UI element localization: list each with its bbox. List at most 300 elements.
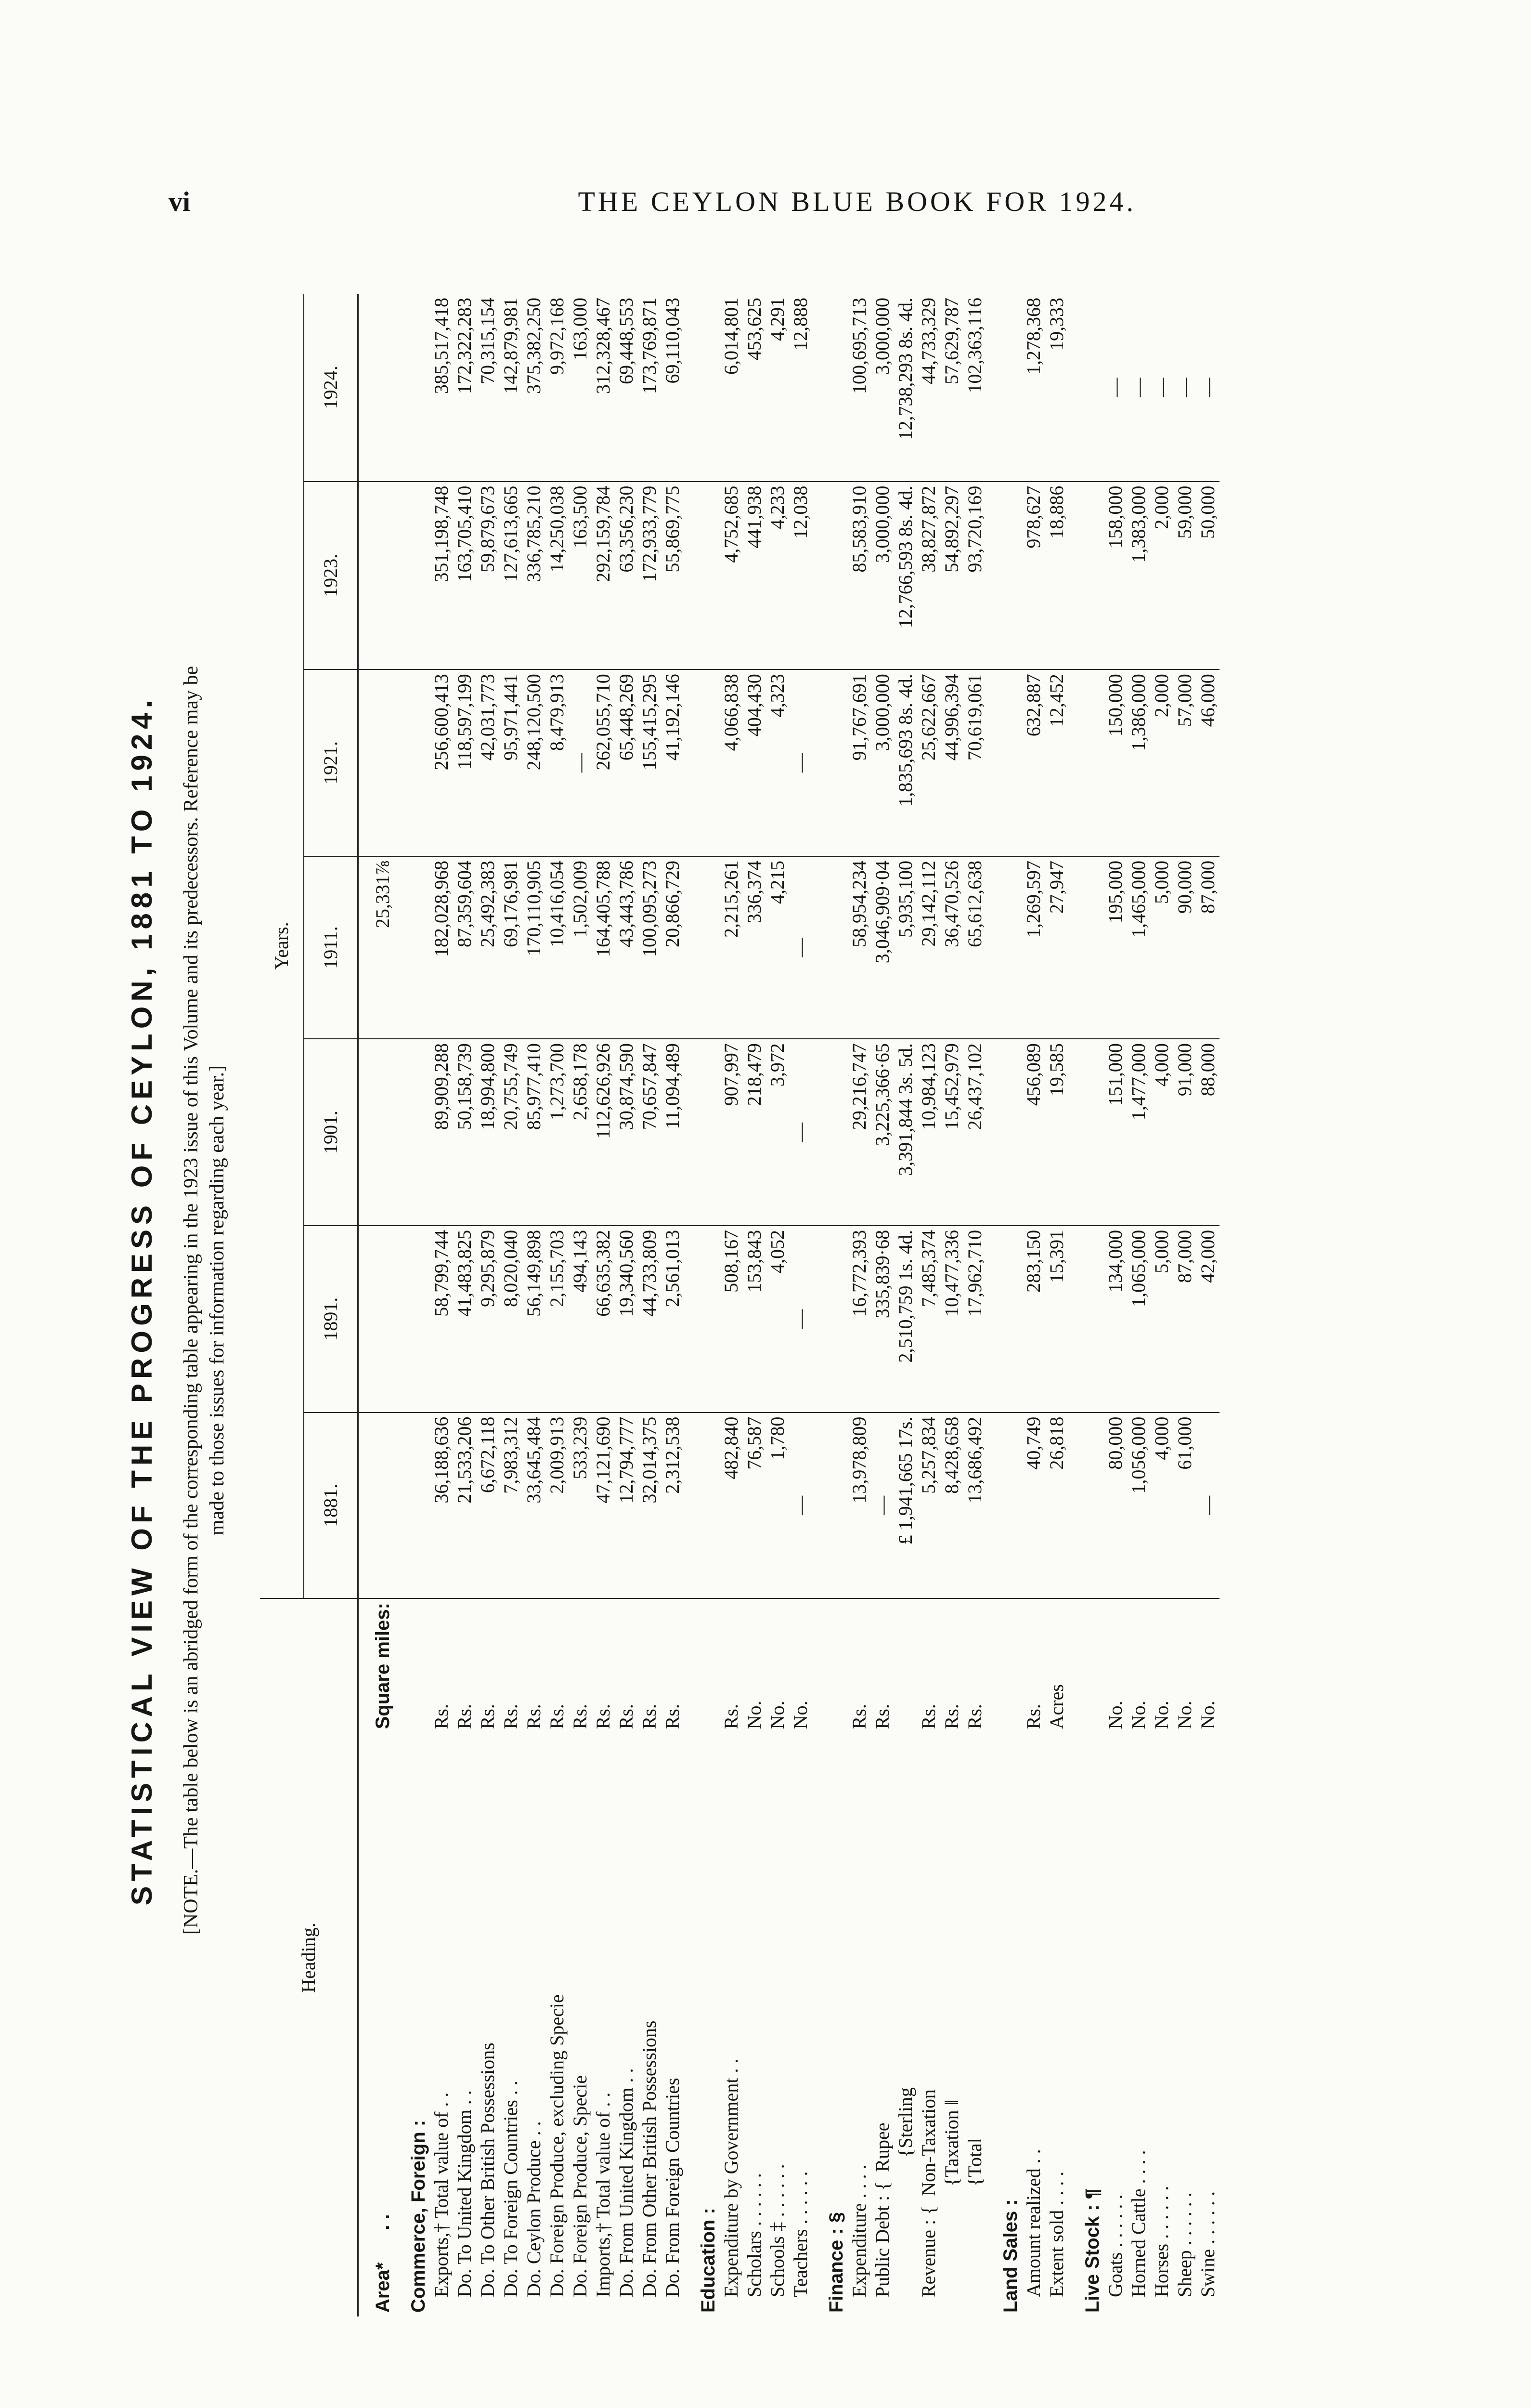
- section-unit-empty: [684, 1598, 720, 1733]
- row-label: [1127, 1733, 1150, 2316]
- row-value: 3,000,000: [871, 669, 894, 856]
- row-label: [615, 1733, 638, 2316]
- row-unit: Rs.: [1023, 1704, 1044, 1729]
- table-row: [940, 294, 963, 2316]
- row-brace-label: Taxation ‖: [941, 2100, 962, 2177]
- row-label: [430, 1733, 453, 2316]
- row-value: 4,752,685: [720, 482, 743, 670]
- row-value: 12,452: [1045, 669, 1068, 856]
- table-row: [522, 294, 545, 2316]
- row-label: [453, 1733, 476, 2316]
- table-row: [638, 294, 661, 2316]
- section-empty-cell: [684, 482, 720, 670]
- row-value: 18,994,800: [476, 1039, 499, 1226]
- row-value: 9,972,168: [545, 294, 569, 482]
- row-value: —: [789, 1039, 812, 1226]
- row-value: 26,818: [1045, 1413, 1068, 1598]
- row-value: 18,886: [1045, 482, 1068, 670]
- section-empty-cell: [1068, 482, 1104, 670]
- row-value: 335,839·68: [871, 1226, 894, 1413]
- row-value: 482,840: [720, 1413, 743, 1598]
- row-unit: Rs.: [941, 1704, 962, 1729]
- row-value: 142,879,981: [499, 294, 522, 482]
- table-row: [592, 294, 615, 2316]
- row-value: —: [1127, 294, 1150, 482]
- row-value: —: [1173, 294, 1196, 482]
- row-value: —: [871, 1413, 894, 1598]
- row-value: 95,971,441: [499, 669, 522, 856]
- section-title: Live Stock : ¶: [1082, 2188, 1103, 2313]
- row-label: [522, 1733, 545, 2316]
- row-value: 163,500: [569, 482, 592, 670]
- table-row: [1045, 294, 1068, 2316]
- row-value: 3,000,000: [871, 482, 894, 670]
- row-value: £ 1,941,665 17s.: [894, 1413, 917, 1598]
- section-empty-cell: [1068, 294, 1104, 482]
- row-value: 87,000: [1196, 856, 1220, 1039]
- row-value: 151,000: [1104, 1039, 1127, 1226]
- row-value: 93,720,169: [963, 482, 986, 670]
- row-label-dots: . .: [615, 2068, 637, 2083]
- row-label-text: Do. To Foreign Countries: [500, 2100, 521, 2297]
- row-value: —: [1196, 294, 1220, 482]
- row-value: 19,333: [1045, 294, 1068, 482]
- section-title: Education :: [698, 2208, 719, 2313]
- row-label: [963, 1733, 986, 2316]
- row-value: 533,239: [569, 1413, 592, 1598]
- row-value: 163,000: [569, 294, 592, 482]
- row-value: 69,448,553: [615, 294, 638, 482]
- row-value: 20,866,729: [661, 856, 684, 1039]
- year-header-1: 1891.: [304, 1226, 358, 1413]
- rotated-table-block: [125, 265, 1290, 2336]
- section-empty-cell: [684, 669, 720, 856]
- row-label-text: Do. From Foreign Countries: [662, 2078, 683, 2297]
- section-empty-cell: [394, 1039, 430, 1226]
- row-label-dots: . .: [500, 2081, 521, 2095]
- row-unit: No.: [1151, 1701, 1172, 1729]
- row-value: 7,983,312: [499, 1413, 522, 1598]
- row-value: 262,055,710: [592, 669, 615, 856]
- row-value: 85,977,410: [522, 1039, 545, 1226]
- row-value: 4,000: [1150, 1413, 1173, 1598]
- row-value: 1,383,000: [1127, 482, 1150, 670]
- row-value: 15,391: [1045, 1226, 1068, 1413]
- row-value: 2,215,261: [720, 856, 743, 1039]
- row-value: 17,962,710: [963, 1226, 986, 1413]
- section-title: Commerce, Foreign :: [408, 2120, 429, 2313]
- row-label-text: Do. From Other British Possessions: [638, 2020, 660, 2297]
- row-value: 1,386,000: [1127, 669, 1150, 856]
- row-value: 4,323: [766, 669, 789, 856]
- table-row: [917, 294, 940, 2316]
- row-value: 218,479: [743, 1039, 766, 1226]
- row-value: 494,143: [569, 1226, 592, 1413]
- row-value: 43,443,786: [615, 856, 638, 1039]
- row-label-text: Do. Ceylon Produce: [523, 2140, 545, 2297]
- row-unit: No.: [1174, 1701, 1195, 1729]
- row-value: 453,625: [743, 294, 766, 482]
- section-unit-empty: [1068, 1598, 1104, 1733]
- row-label-text: Schools ‡: [766, 2222, 788, 2297]
- row-value: 8,479,913: [545, 669, 569, 856]
- table-row: [545, 294, 569, 2316]
- row-label: [1045, 1733, 1068, 2316]
- section-empty-cell: [812, 1226, 848, 1413]
- row-value: 66,635,382: [592, 1226, 615, 1413]
- row-label-text: Imports,† Total value of: [592, 2111, 614, 2297]
- row-value: 1,065,000: [1127, 1226, 1150, 1413]
- row-value: 89,909,288: [430, 1039, 453, 1226]
- row-label-text: Sheep: [1174, 2250, 1195, 2297]
- section-empty-cell: [394, 482, 430, 670]
- row-value: 3,391,844 3s. 5d.: [894, 1039, 917, 1226]
- table-row: [569, 294, 592, 2316]
- row-label-dots: . .: [720, 2058, 742, 2073]
- row-value: 7,485,374: [917, 1226, 940, 1413]
- row-value: 118,597,199: [453, 669, 476, 856]
- row-value: 38,827,872: [917, 482, 940, 670]
- table-row: [894, 294, 917, 2316]
- section-title: Land Sales :: [1000, 2199, 1021, 2313]
- row-value: 3,000,000: [871, 294, 894, 482]
- section-empty-cell: [812, 1413, 848, 1598]
- row-label: [1196, 1733, 1220, 2316]
- page-number: vi: [169, 186, 191, 217]
- row-value: 4,066,838: [720, 669, 743, 856]
- section-empty-cell: [394, 1226, 430, 1413]
- table-row: [848, 294, 871, 2316]
- row-value: 2,155,703: [545, 1226, 569, 1413]
- row-value: 70,657,847: [638, 1039, 661, 1226]
- row-unit: Rs.: [430, 1704, 452, 1729]
- row-value: 33,645,484: [522, 1413, 545, 1598]
- row-label: [661, 1733, 684, 2316]
- row-label-dots: . .: [454, 2090, 475, 2105]
- section-empty-cell: [812, 856, 848, 1039]
- row-unit: Rs.: [964, 1704, 986, 1729]
- section-empty-cell: [986, 482, 1022, 670]
- table-row: [430, 294, 453, 2316]
- row-value: 27,947: [1045, 856, 1068, 1039]
- row-value: 58,954,234: [848, 856, 871, 1039]
- row-value: 4,215: [766, 856, 789, 1039]
- row-value: 2,009,913: [545, 1413, 569, 1598]
- row-unit: No.: [1128, 1701, 1149, 1729]
- row-label-dots: . . . . . .: [743, 2173, 765, 2226]
- row-value: 26,437,102: [963, 1039, 986, 1226]
- table-row: [1127, 294, 1150, 2316]
- row-value: 283,150: [1022, 1226, 1045, 1413]
- row-value: —: [1104, 294, 1127, 482]
- row-label-dots: . .: [430, 2092, 452, 2107]
- row-unit: Rs.: [871, 1704, 893, 1729]
- row-value: 32,014,375: [638, 1413, 661, 1598]
- section-empty-cell: [394, 669, 430, 856]
- section-empty-cell: [812, 1039, 848, 1226]
- table-row: [476, 294, 499, 2316]
- row-value: 112,626,926: [592, 1039, 615, 1226]
- row-label-text: Exports,† Total value of: [430, 2111, 452, 2297]
- area-1924: [358, 294, 395, 482]
- row-value: 164,405,788: [592, 856, 615, 1039]
- years-header-row: [260, 294, 304, 2316]
- row-value: 29,142,112: [917, 856, 940, 1039]
- table-row: [720, 294, 743, 2316]
- row-value: 5,000: [1150, 1226, 1173, 1413]
- row-value: 54,892,297: [940, 482, 963, 670]
- row-label-text: Revenue :: [918, 2219, 939, 2297]
- row-value: 30,874,590: [615, 1039, 638, 1226]
- table-row: [1022, 294, 1045, 2316]
- row-unit: No.: [1197, 1701, 1219, 1729]
- row-value: 25,492,383: [476, 856, 499, 1039]
- row-value: 19,585: [1045, 1039, 1068, 1226]
- row-unit: No.: [790, 1701, 811, 1729]
- row-label: [789, 1733, 812, 2316]
- row-label-text: Horses: [1151, 2243, 1172, 2297]
- row-value: 404,430: [743, 669, 766, 856]
- row-label-text: Do. To Other British Possessions: [477, 2042, 498, 2297]
- row-label: [1022, 1733, 1045, 2316]
- area-row: [358, 294, 395, 2316]
- row-value: 1,465,000: [1127, 856, 1150, 1039]
- row-label: [720, 1733, 743, 2316]
- section-title-row: [684, 294, 720, 2316]
- row-label: [545, 1733, 569, 2316]
- year-header-4: 1921.: [304, 669, 358, 856]
- row-value: 336,785,210: [522, 482, 545, 670]
- row-value: 1,056,000: [1127, 1413, 1150, 1598]
- row-label-dots: . . . . . .: [790, 2171, 811, 2225]
- section-title-row: [1068, 294, 1104, 2316]
- row-brace-label: Sterling: [895, 2087, 916, 2148]
- row-unit: No.: [766, 1701, 788, 1729]
- row-label-dots: . . . . . .: [1104, 2194, 1126, 2248]
- row-value: 8,020,040: [499, 1226, 522, 1413]
- row-value: 10,477,336: [940, 1226, 963, 1413]
- row-value: 1,273,700: [545, 1039, 569, 1226]
- row-value: 69,110,043: [661, 294, 684, 482]
- row-value: 12,738,293 8s. 4d.: [894, 294, 917, 482]
- row-value: 12,888: [789, 294, 812, 482]
- row-value: 100,095,273: [638, 856, 661, 1039]
- table-row: [963, 294, 986, 2316]
- row-label-dots: . . . . . .: [1151, 2186, 1172, 2239]
- row-value: 155,415,295: [638, 669, 661, 856]
- row-brace-label: Non-Taxation: [918, 2089, 939, 2196]
- row-brace-label: Rupee: [871, 2122, 893, 2172]
- row-value: 170,110,905: [522, 856, 545, 1039]
- note-line-2: made to those issues for information regarding each year.]: [206, 1065, 228, 1536]
- row-value: 385,517,418: [430, 294, 453, 482]
- row-value: 85,583,910: [848, 482, 871, 670]
- row-label-text: Expenditure: [848, 2203, 870, 2297]
- row-label: [569, 1733, 592, 2316]
- row-label: [592, 1733, 615, 2316]
- row-value: 508,167: [720, 1226, 743, 1413]
- section-empty-cell: [684, 1413, 720, 1598]
- section-empty-cell: [684, 1226, 720, 1413]
- table-row: [661, 294, 684, 2316]
- row-label-dots: . . . . . .: [1197, 2191, 1219, 2244]
- row-brace-label: Total: [964, 2138, 986, 2177]
- row-value: 41,192,146: [661, 669, 684, 856]
- row-value: 12,766,593 8s. 4d.: [894, 482, 917, 670]
- section-empty-cell: [394, 294, 430, 482]
- row-unit: Acres: [1046, 1684, 1067, 1729]
- row-value: —: [569, 669, 592, 856]
- row-value: 12,794,777: [615, 1413, 638, 1598]
- row-value: 248,120,500: [522, 669, 545, 856]
- row-unit: Rs.: [500, 1704, 521, 1729]
- row-value: 2,561,013: [661, 1226, 684, 1413]
- area-1881: [358, 1413, 395, 1598]
- row-value: 69,176,981: [499, 856, 522, 1039]
- row-value: 441,938: [743, 482, 766, 670]
- row-label: [743, 1733, 766, 2316]
- row-value: —: [789, 669, 812, 856]
- row-label: [1104, 1733, 1127, 2316]
- section-empty-cell: [684, 294, 720, 482]
- row-value: 2,000: [1150, 482, 1173, 670]
- row-label-dots: . .: [592, 2092, 614, 2107]
- row-value: 336,374: [743, 856, 766, 1039]
- row-value: 47,121,690: [592, 1413, 615, 1598]
- row-label-text: Do. Foreign Produce, excluding Specie: [546, 1994, 568, 2297]
- year-header-6: 1924.: [304, 294, 358, 482]
- row-value: 65,612,638: [963, 856, 986, 1039]
- table-row: [499, 294, 522, 2316]
- row-unit: Rs.: [918, 1704, 939, 1729]
- row-unit: Rs.: [720, 1704, 742, 1729]
- row-value: 172,322,283: [453, 294, 476, 482]
- section-empty-cell: [986, 856, 1022, 1039]
- row-value: 15,452,979: [940, 1039, 963, 1226]
- row-unit: Rs.: [523, 1704, 545, 1729]
- row-unit: Rs.: [848, 1704, 870, 1729]
- row-unit: No.: [743, 1701, 765, 1729]
- row-value: 173,769,871: [638, 294, 661, 482]
- row-value: 87,359,604: [453, 856, 476, 1039]
- year-header-5: 1923.: [304, 482, 358, 670]
- section-unit-empty: [394, 1598, 430, 1733]
- row-unit: Rs.: [477, 1704, 498, 1729]
- row-value: 44,733,329: [917, 294, 940, 482]
- row-value: 456,089: [1022, 1039, 1045, 1226]
- row-value: 153,843: [743, 1226, 766, 1413]
- section-empty-cell: [986, 1226, 1022, 1413]
- row-value: 5,000: [1150, 856, 1173, 1039]
- section-empty-cell: [986, 669, 1022, 856]
- row-value: 87,000: [1173, 1226, 1196, 1413]
- row-value: —: [789, 856, 812, 1039]
- table-row: [1104, 294, 1127, 2316]
- row-value: 41,483,825: [453, 1226, 476, 1413]
- row-value: 6,672,118: [476, 1413, 499, 1598]
- section-empty-cell: [684, 1039, 720, 1226]
- row-value: 4,000: [1150, 1039, 1173, 1226]
- section-empty-cell: [986, 294, 1022, 482]
- row-label-text: Scholars: [743, 2231, 765, 2297]
- row-value: 5,935,100: [894, 856, 917, 1039]
- brace-icon: {: [964, 2177, 986, 2186]
- row-value: 256,600,413: [430, 669, 453, 856]
- section-unit-empty: [812, 1598, 848, 1733]
- year-header-0: 1881.: [304, 1413, 358, 1598]
- row-value: 21,533,206: [453, 1413, 476, 1598]
- row-value: 134,000: [1104, 1226, 1127, 1413]
- section-empty-cell: [684, 856, 720, 1039]
- row-label-dots: . . . .: [1046, 2171, 1067, 2205]
- row-label-text: Extent sold: [1046, 2210, 1067, 2297]
- section-unit-empty: [986, 1598, 1022, 1733]
- section-empty-cell: [812, 669, 848, 856]
- row-value: 1,278,368: [1022, 294, 1045, 482]
- row-value: 1,835,693 8s. 4d.: [894, 669, 917, 856]
- row-value: 102,363,116: [963, 294, 986, 482]
- row-value: 10,416,054: [545, 856, 569, 1039]
- row-value: 1,477,000: [1127, 1039, 1150, 1226]
- row-value: 16,772,393: [848, 1226, 871, 1413]
- row-value: 59,000: [1173, 482, 1196, 670]
- row-unit: [894, 1598, 917, 1733]
- row-label: [1150, 1733, 1173, 2316]
- row-label-text: Horned Cattle: [1128, 2188, 1149, 2297]
- row-value: 50,000: [1196, 482, 1220, 670]
- table-row: [766, 294, 789, 2316]
- table-row: [453, 294, 476, 2316]
- row-value: 88,000: [1196, 1039, 1220, 1226]
- row-value: 163,705,410: [453, 482, 476, 670]
- row-value: 172,933,779: [638, 482, 661, 670]
- table-row: [871, 294, 894, 2316]
- row-value: 978,627: [1022, 482, 1045, 670]
- area-label-dots: . .: [372, 2214, 393, 2230]
- row-value: 1,269,597: [1022, 856, 1045, 1039]
- row-value: 3,225,366·65: [871, 1039, 894, 1226]
- row-value: 11,094,489: [661, 1039, 684, 1226]
- row-value: 90,000: [1173, 856, 1196, 1039]
- row-value: 1,502,009: [569, 856, 592, 1039]
- row-label: [848, 1733, 871, 2316]
- row-label: [871, 1733, 894, 2316]
- table-row: [1173, 294, 1196, 2316]
- table-row: [1196, 294, 1220, 2316]
- row-value: 44,996,394: [940, 669, 963, 856]
- row-value: 6,014,801: [720, 294, 743, 482]
- section-empty-cell: [1068, 1039, 1104, 1226]
- row-value: 351,198,748: [430, 482, 453, 670]
- row-label-text: Amount realized: [1023, 2168, 1044, 2297]
- row-value: 91,000: [1173, 1039, 1196, 1226]
- section-empty-cell: [1068, 669, 1104, 856]
- section-title-row: [812, 294, 848, 2316]
- row-value: 12,038: [789, 482, 812, 670]
- row-unit: Rs.: [454, 1704, 475, 1729]
- table-row: [615, 294, 638, 2316]
- row-value: 42,031,773: [476, 669, 499, 856]
- table-body: [358, 294, 1220, 2316]
- row-label: [940, 1733, 963, 2316]
- row-value: 182,028,968: [430, 856, 453, 1039]
- area-label: [358, 1733, 395, 2316]
- area-1901: [358, 1039, 395, 1226]
- row-label-dots: . . . . . .: [1174, 2192, 1195, 2246]
- row-label: [766, 1733, 789, 2316]
- row-label-dots: . . . .: [1128, 2150, 1149, 2184]
- row-value: 70,315,154: [476, 294, 499, 482]
